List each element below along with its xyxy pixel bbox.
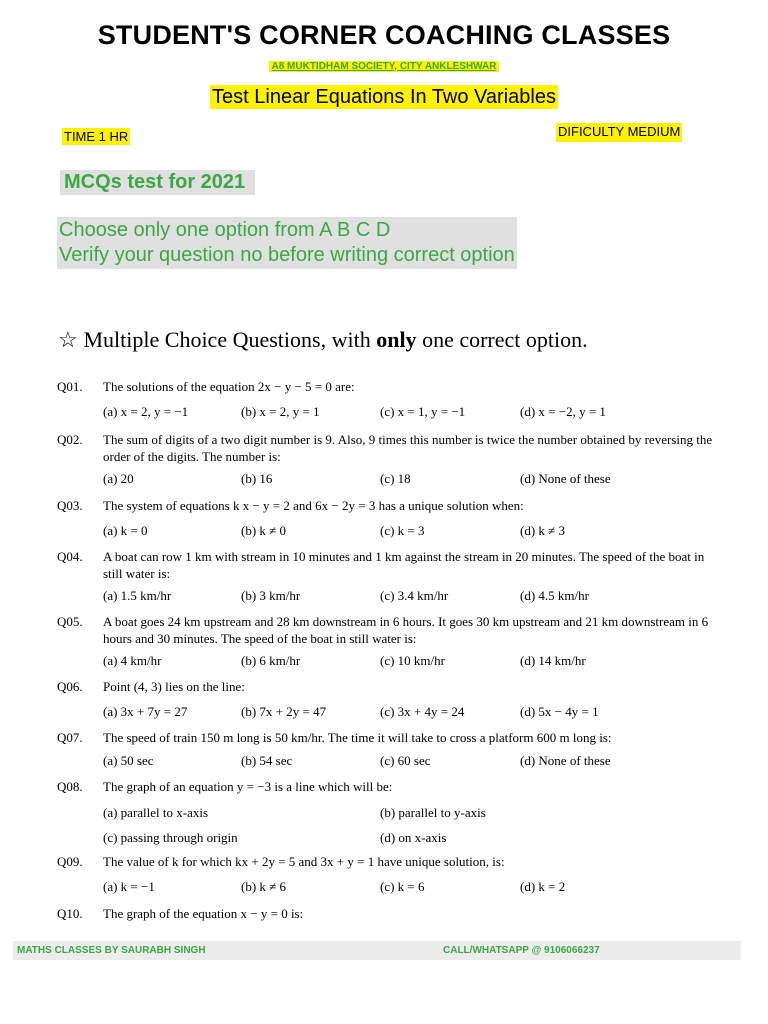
option-c: (c) 3.4 km/hr <box>380 588 449 603</box>
mcq-year-label: MCQs test for 2021 <box>60 170 255 195</box>
question-number: Q08. <box>57 779 83 794</box>
option-b: (b) 6 km/hr <box>241 653 301 668</box>
test-title <box>0 86 768 109</box>
option-c: (c) k = 6 <box>380 879 425 894</box>
option-a: (a) 20 <box>103 471 134 486</box>
option-a: (a) x = 2, y = −1 <box>103 404 189 419</box>
option-a: (a) 50 sec <box>103 753 154 768</box>
question-text: The solutions of the equation 2x − y − 5 = 0 are: <box>103 379 355 394</box>
instruction-line-2: Verify your question no before writing correct option <box>59 244 515 266</box>
option-c: (c) 10 km/hr <box>380 653 445 668</box>
question-text: The system of equations k x − y = 2 and 6x − 2y = 3 has a unique solution when: <box>103 498 524 513</box>
time-label: TIME 1 HR <box>64 129 129 144</box>
address-line <box>0 61 768 72</box>
option-c: (c) 60 sec <box>380 753 431 768</box>
option-c: (c) 3x + 4y = 24 <box>380 704 465 719</box>
footer-bar <box>13 941 741 960</box>
address-text: A8 MUKTIDHAM SOCIETY, CITY ANKLESHWAR <box>271 61 497 72</box>
option-b: (b) k ≠ 0 <box>241 523 287 538</box>
option-a: (a) parallel to x-axis <box>103 805 209 820</box>
option-b: (b) parallel to y-axis <box>380 805 486 820</box>
difficulty-label: DIFICULTY MEDIUM <box>556 123 682 142</box>
option-d: (d) x = −2, y = 1 <box>520 404 606 419</box>
option-c: (c) passing through origin <box>103 830 238 845</box>
question-text: Point (4, 3) lies on the line: <box>103 679 245 694</box>
option-d: (d) 4.5 km/hr <box>520 588 589 603</box>
option-d: (d) k = 2 <box>520 879 566 894</box>
question-number: Q07. <box>57 730 83 745</box>
instructions-box <box>57 217 517 269</box>
option-b: (b) x = 2, y = 1 <box>241 404 320 419</box>
question-number: Q06. <box>57 679 83 694</box>
test-title-text: Test Linear Equations In Two Variables <box>212 86 556 108</box>
heading-bold: only <box>376 327 417 352</box>
question-text: The speed of train 150 m long is 50 km/hr. The time it will take to cross a platform 600 m long is: <box>103 730 612 745</box>
question-text: The sum of digits of a two digit number is 9. Also, 9 times this number is twice the number obtained by reversing the order of the digits. The number is: <box>103 432 713 464</box>
option-d: (d) None of these <box>520 753 611 768</box>
option-b: (b) k ≠ 6 <box>241 879 287 894</box>
option-d: (d) 14 km/hr <box>520 653 586 668</box>
question-number: Q10. <box>57 906 83 921</box>
question-number: Q03. <box>57 498 83 513</box>
question-number: Q09. <box>57 854 83 869</box>
option-b: (b) 16 <box>241 471 273 486</box>
instruction-line-1: Choose only one option from A B C D <box>59 219 391 241</box>
option-a: (a) 4 km/hr <box>103 653 162 668</box>
option-b: (b) 3 km/hr <box>241 588 301 603</box>
option-d: (d) k ≠ 3 <box>520 523 566 538</box>
heading-pre: Multiple Choice Questions, with <box>83 327 377 352</box>
option-b: (b) 7x + 2y = 47 <box>241 704 327 719</box>
question-text: The graph of an equation y = −3 is a line which will be: <box>103 779 393 794</box>
option-a: (a) 3x + 7y = 27 <box>103 704 188 719</box>
question-number: Q05. <box>57 614 83 629</box>
option-a: (a) k = 0 <box>103 523 148 538</box>
option-d: (d) on x-axis <box>380 830 447 845</box>
option-c: (c) x = 1, y = −1 <box>380 404 466 419</box>
option-d: (d) 5x − 4y = 1 <box>520 704 599 719</box>
question-text: The graph of the equation x − y = 0 is: <box>103 906 304 921</box>
option-c: (c) 18 <box>380 471 411 486</box>
question-text: The value of k for which kx + 2y = 5 and 3x + y = 1 have unique solution, is: <box>103 854 505 869</box>
option-b: (b) 54 sec <box>241 753 293 768</box>
footer-teacher: MATHS CLASSES BY SAURABH SINGH <box>17 945 206 956</box>
page-title: STUDENT'S CORNER COACHING CLASSES <box>97 20 671 50</box>
question-text: A boat can row 1 km with stream in 10 minutes and 1 km against the stream in 20 minutes. The speed of the boat in still water is: <box>103 549 705 581</box>
question-text: A boat goes 24 km upstream and 28 km downstream in 6 hours. It goes 30 km upstream and 21 km downstream in 6 hours and 30 minutes. The speed of the boat in still water is: <box>103 614 709 646</box>
option-a: (a) 1.5 km/hr <box>103 588 172 603</box>
option-a: (a) k = −1 <box>103 879 155 894</box>
option-d: (d) None of these <box>520 471 611 486</box>
footer-contact: CALL/WHATSAPP @ 9106066237 <box>443 945 600 956</box>
star-icon: ☆ <box>58 327 78 352</box>
question-number: Q01. <box>57 379 83 394</box>
heading-post: one correct option. <box>416 327 588 352</box>
question-number: Q02. <box>57 432 83 447</box>
section-heading <box>58 327 588 353</box>
option-c: (c) k = 3 <box>380 523 425 538</box>
question-number: Q04. <box>57 549 83 564</box>
